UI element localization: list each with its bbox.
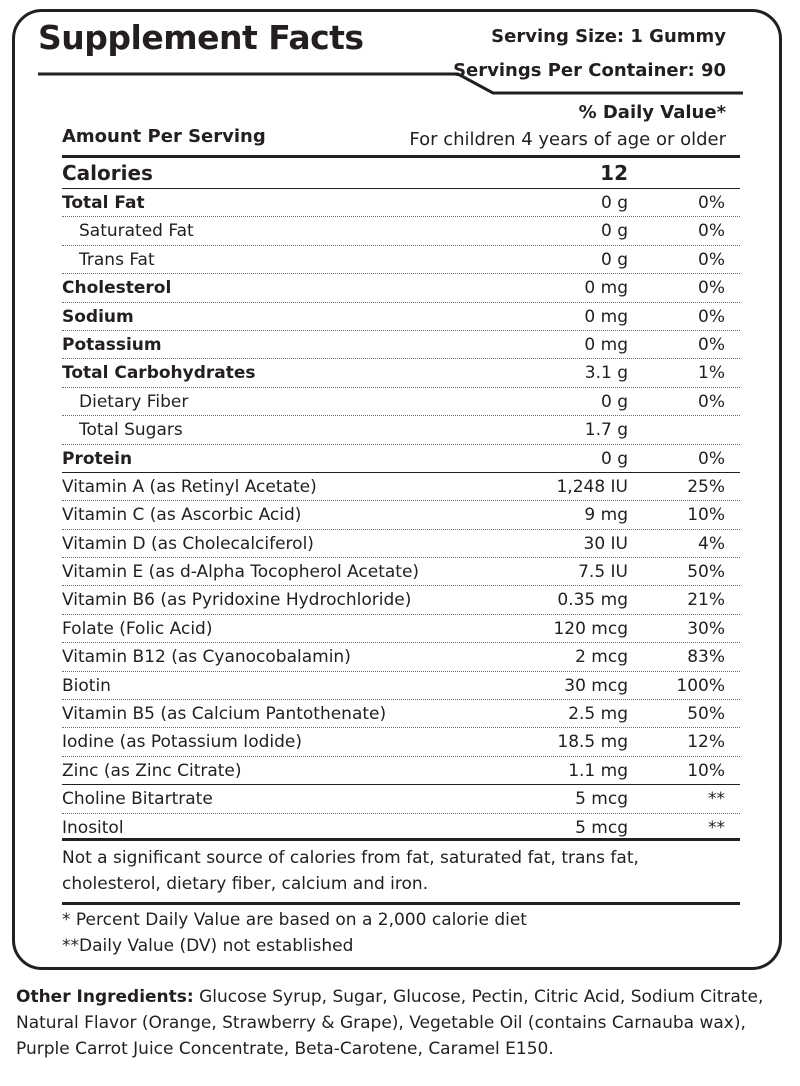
- audience-label: For children 4 years of age or older: [409, 129, 726, 150]
- amount-per-serving-label: Amount Per Serving: [62, 126, 266, 147]
- vitamin-row: [62, 530, 740, 558]
- nutrient-row: [62, 303, 740, 331]
- calories-row: [62, 159, 740, 189]
- serving-size: Serving Size: 1 Gummy: [491, 26, 726, 47]
- nutrient-row: [62, 359, 740, 387]
- nutrient-daily-value: 12%: [687, 732, 725, 753]
- nutrient-daily-value: 10%: [687, 505, 725, 526]
- vitamin-row: [62, 757, 740, 785]
- nutrient-row: [62, 189, 740, 217]
- nutrient-daily-value: 50%: [687, 704, 725, 725]
- nutrient-daily-value: **: [708, 789, 725, 810]
- facts-table: [62, 159, 740, 842]
- nutrient-row: [62, 445, 740, 473]
- nutrient-amount: 1,248 IU: [556, 476, 628, 497]
- nutrient-amount: 0 g: [600, 391, 628, 412]
- nutrient-row: [62, 331, 740, 359]
- divider-rule: [62, 902, 740, 905]
- nutrient-name: Total Carbohydrates: [62, 363, 256, 384]
- nutrient-name: Vitamin E (as d-Alpha Tocopherol Acetate): [62, 562, 420, 583]
- nutrient-amount: 30 mcg: [564, 675, 628, 696]
- nutrient-daily-value: 0%: [698, 193, 725, 213]
- nutrient-amount: 0 mg: [584, 278, 628, 299]
- nutrient-row: [62, 388, 740, 416]
- nutrient-daily-value: 0%: [698, 221, 725, 242]
- nutrient-name: Choline Bitartrate: [62, 789, 213, 810]
- nutrient-row: [62, 274, 740, 302]
- nutrient-daily-value: 0%: [698, 249, 725, 270]
- dv-basis-note: * Percent Daily Value are based on a 2,000 calorie diet: [62, 910, 527, 930]
- header-divider: [38, 64, 778, 104]
- nutrient-amount: 5 mcg: [575, 817, 628, 838]
- nutrient-amount: 0 mg: [584, 306, 628, 327]
- nutrient-name: Calories: [62, 161, 153, 185]
- nutrient-name: Cholesterol: [62, 278, 172, 299]
- dv-not-established-note: **Daily Value (DV) not established: [62, 936, 354, 956]
- nutrient-name: Vitamin B12 (as Cyanocobalamin): [62, 647, 351, 668]
- nutrient-name: Vitamin A (as Retinyl Acetate): [62, 476, 317, 497]
- nutrient-row: [62, 217, 740, 245]
- other-ingredients: [16, 984, 794, 1062]
- nutrient-amount: 0 g: [600, 249, 628, 270]
- divider-rule: [62, 838, 740, 841]
- nutrient-amount: 18.5 mg: [557, 732, 628, 753]
- vitamin-row: [62, 728, 740, 756]
- nutrient-daily-value: 100%: [676, 675, 725, 696]
- other-nutrient-row: [62, 785, 740, 813]
- nutrient-amount: 2.5 mg: [568, 704, 628, 725]
- daily-value-footnotes: [62, 907, 740, 959]
- nutrient-name: Saturated Fat: [79, 221, 194, 242]
- vitamin-row: [62, 700, 740, 728]
- nutrient-daily-value: 30%: [687, 618, 725, 639]
- other-ingredients-text: Glucose Syrup, Sugar, Glucose, Pectin, Citric Acid, Sodium Citrate, Natural Flavor (Orange, Strawberry & Grape), Vegetable Oil (contains Carnauba wax), Purple Carrot Juice Concentrate, Beta-Carotene, Caramel E150.: [16, 987, 764, 1059]
- nutrient-daily-value: 1%: [698, 363, 725, 384]
- nutrient-name: Potassium: [62, 334, 162, 355]
- nutrient-amount: 120 mcg: [553, 618, 628, 639]
- nutrient-daily-value: 0%: [698, 391, 725, 412]
- nutrient-amount: 0 g: [600, 193, 628, 213]
- nutrient-name: Folate (Folic Acid): [62, 618, 213, 639]
- vitamin-row: [62, 586, 740, 614]
- nutrient-amount: 1.1 mg: [568, 760, 628, 781]
- nutrient-amount: 0 mg: [584, 334, 628, 355]
- not-significant-note: Not a significant source of calories from fat, saturated fat, trans fat, cholesterol, dietary fiber, calcium and iron.: [62, 848, 639, 894]
- nutrient-daily-value: 4%: [698, 533, 725, 554]
- nutrient-amount: 0 g: [600, 448, 628, 469]
- nutrient-amount: 12: [600, 161, 628, 185]
- daily-value-heading: [409, 99, 726, 153]
- nutrient-amount: 9 mg: [584, 505, 628, 526]
- vitamin-row: [62, 643, 740, 671]
- nutrient-name: Vitamin D (as Cholecalciferol): [62, 533, 314, 554]
- nutrient-daily-value: 10%: [687, 760, 725, 781]
- nutrient-name: Protein: [62, 448, 133, 469]
- nutrient-amount: 3.1 g: [584, 363, 628, 384]
- nutrient-daily-value: 50%: [687, 562, 725, 583]
- nutrient-amount: 1.7 g: [584, 420, 628, 441]
- nutrient-daily-value: 25%: [687, 476, 725, 497]
- nutrient-name: Iodine (as Potassium Iodide): [62, 732, 302, 753]
- divider-rule: [62, 155, 740, 158]
- vitamin-row: [62, 615, 740, 643]
- nutrient-amount: 7.5 IU: [578, 562, 628, 583]
- nutrient-amount: 5 mcg: [575, 789, 628, 810]
- nutrient-daily-value: 0%: [698, 306, 725, 327]
- vitamin-row: [62, 672, 740, 700]
- nutrient-name: Total Sugars: [79, 420, 183, 441]
- vitamin-row: [62, 501, 740, 529]
- nutrient-name: Sodium: [62, 306, 134, 327]
- nutrient-daily-value: 21%: [687, 590, 725, 611]
- vitamin-row: [62, 473, 740, 501]
- nutrient-amount: 0.35 mg: [557, 590, 628, 611]
- nutrient-name: Total Fat: [62, 193, 145, 213]
- servings-per-container: Servings Per Container: 90: [453, 60, 726, 81]
- daily-value-label: % Daily Value*: [578, 102, 726, 123]
- nutrient-name: Vitamin C (as Ascorbic Acid): [62, 505, 302, 526]
- nutrient-name: Trans Fat: [79, 249, 155, 270]
- nutrient-name: Dietary Fiber: [79, 391, 189, 412]
- nutrient-daily-value: 83%: [687, 647, 725, 668]
- nutrient-daily-value: 0%: [698, 448, 725, 469]
- nutrient-daily-value: 0%: [698, 278, 725, 299]
- nutrient-daily-value: **: [708, 817, 725, 838]
- nutrient-amount: 30 IU: [583, 533, 628, 554]
- nutrient-name: Vitamin B5 (as Calcium Pantothenate): [62, 704, 387, 725]
- nutrient-name: Inositol: [62, 817, 124, 838]
- nutrient-row: [62, 246, 740, 274]
- nutrient-amount: 0 g: [600, 221, 628, 242]
- nutrient-daily-value: 0%: [698, 334, 725, 355]
- nutrient-name: Vitamin B6 (as Pyridoxine Hydrochloride): [62, 590, 412, 611]
- nutrient-name: Biotin: [62, 675, 111, 696]
- other-ingredients-label: Other Ingredients:: [16, 987, 194, 1007]
- nutrient-row: [62, 416, 740, 444]
- nutrient-amount: 2 mcg: [575, 647, 628, 668]
- vitamin-row: [62, 558, 740, 586]
- nutrient-name: Zinc (as Zinc Citrate): [62, 760, 242, 781]
- panel-title: Supplement Facts: [38, 18, 364, 57]
